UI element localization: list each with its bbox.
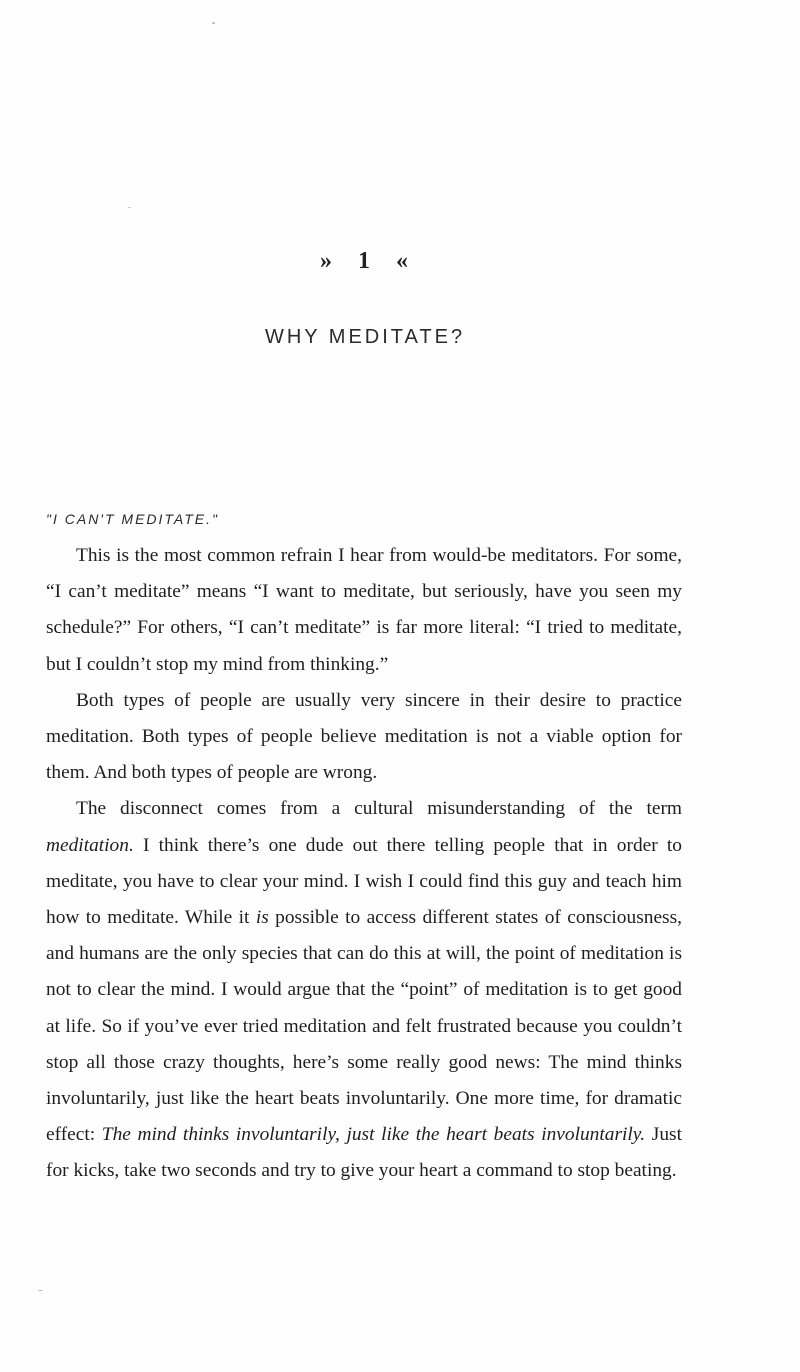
paragraph-text: Both types of people are usually very sincere in their desire to practice meditation. Both types of people believe meditation is not a viable option for them. And both types of people are wrong. [46, 689, 682, 784]
chapter-title: WHY MEDITATE? [264, 326, 466, 348]
paper-speck [128, 207, 131, 208]
paragraph-text: Just for kicks, take two seconds and try to give your heart a command to stop beating. [46, 1124, 682, 1182]
paragraph-text: The disconnect comes from a cultural misunderstanding of the term [76, 798, 682, 820]
paragraph-text: This is the most common refrain I hear from would-be meditators. For some, “I can’t meditate” means “I want to meditate, but seriously, have you seen my schedule?” For others, “I can’t meditate” is far more literal: “I tried to meditate, but I couldn’t stop my mind from thinking.” [46, 545, 682, 675]
paper-speck [38, 1290, 43, 1291]
chapter-marker-right: « [396, 248, 410, 274]
section-heading: "I CAN'T MEDITATE." [46, 511, 219, 527]
paragraph-text: possible to access different states of consciousness, and humans are the only species that can do this at will, the point of meditation is not to clear the mind. I would argue that the “point” of meditation is to get good at life. So if you’ve ever tried meditation and felt frustrated because you couldn’t stop all those crazy thoughts, here’s some really good news: The mind thinks involuntarily, just like the heart beats involuntarily. One more time, for dramatic effect: [46, 907, 682, 1146]
paper-speck [212, 22, 215, 24]
body-text [46, 538, 682, 1190]
chapter-number-value: 1 [358, 248, 372, 274]
italic-text: The mind thinks involuntarily, just like the heart beats involuntarily. [101, 1124, 646, 1146]
italic-text: meditation. [46, 834, 134, 856]
body-paragraph [46, 538, 682, 683]
body-paragraph [46, 683, 682, 792]
body-paragraph [46, 791, 682, 1189]
italic-text: is [255, 907, 269, 929]
chapter-number [0, 248, 730, 275]
chapter-marker-left: » [320, 248, 334, 274]
paragraph-text: I think there’s one dude out there telling people that in order to meditate, you have to clear your mind. I wish I could find this guy and teach him how to meditate. While it [46, 834, 682, 929]
